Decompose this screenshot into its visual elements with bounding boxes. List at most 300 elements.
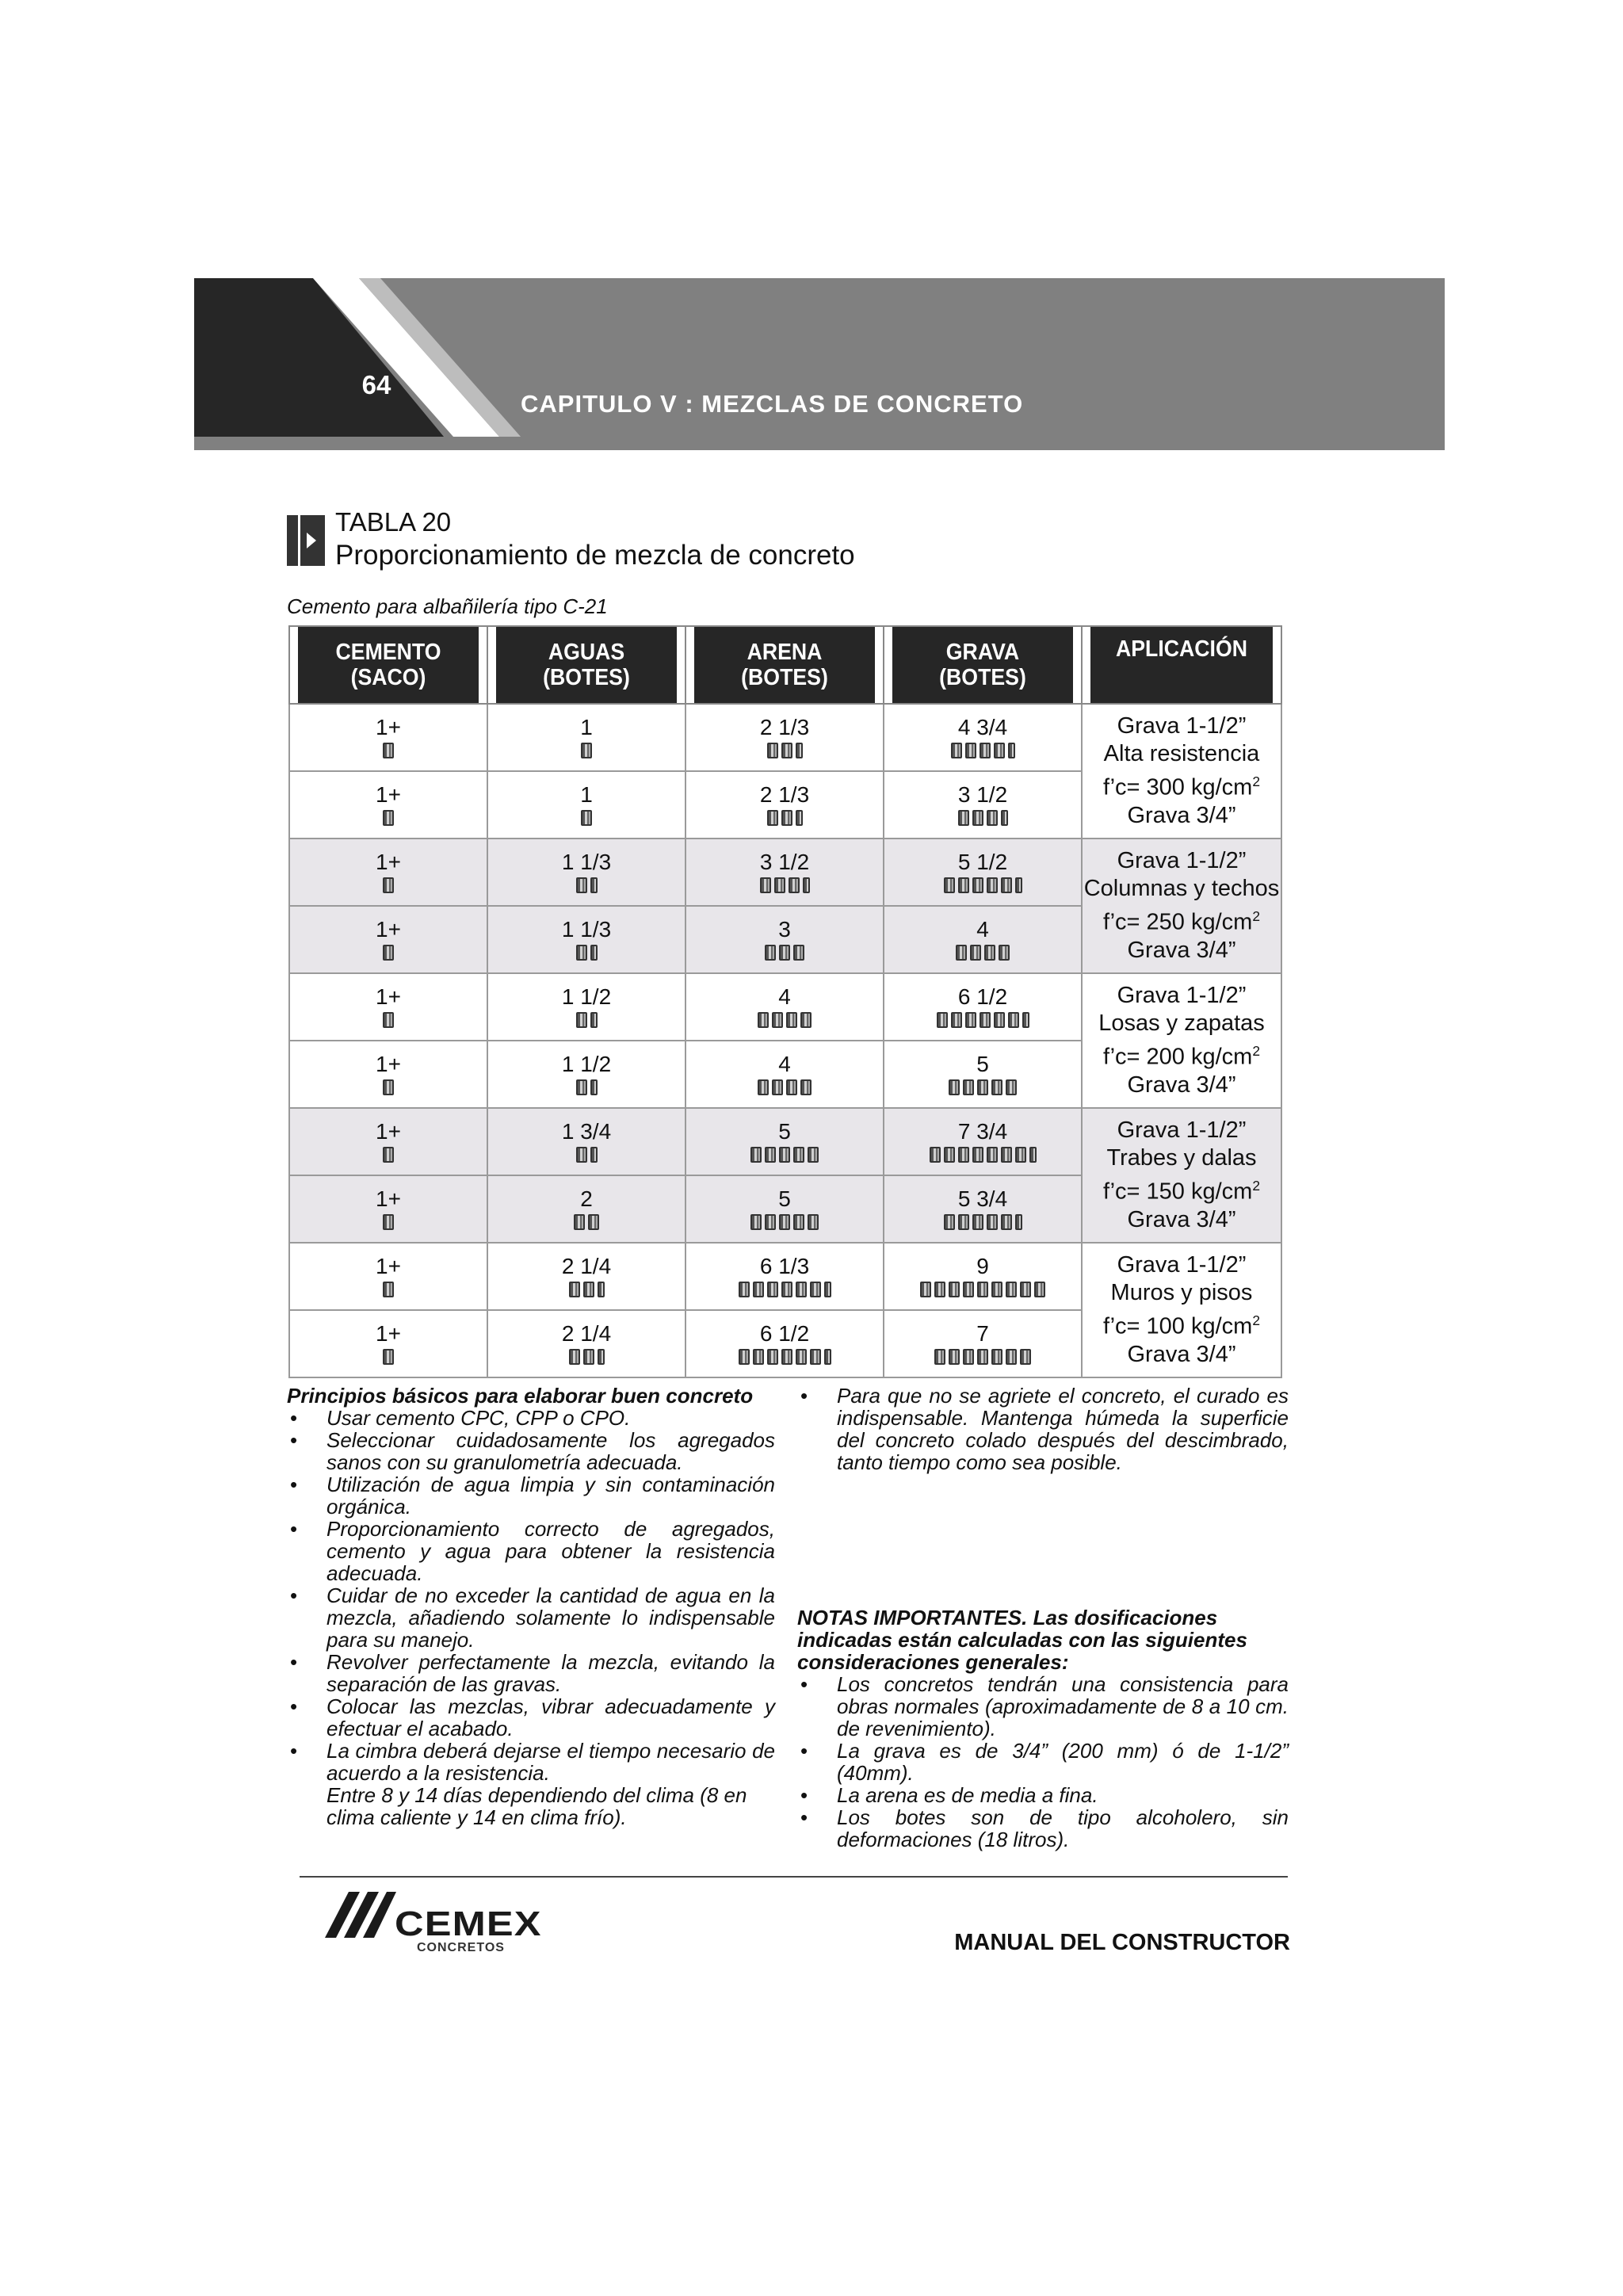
notes-list [797, 1673, 1289, 1851]
bucket-icons [884, 877, 1081, 895]
bucket-icon [750, 1147, 762, 1163]
bucket-icons [884, 1012, 1081, 1030]
cell-value: 2 1/4 [561, 1320, 612, 1346]
bucket-icon [779, 1147, 790, 1163]
bucket-icon [1006, 1079, 1017, 1095]
cell-grava [884, 1175, 1082, 1243]
cell-aplicacion [1082, 704, 1281, 839]
partial-bucket-icon [1015, 1214, 1022, 1230]
cell-arena [685, 973, 884, 1041]
partial-bucket-icon [796, 743, 803, 758]
bucket-icon [1006, 1282, 1017, 1297]
bucket-icon [958, 810, 969, 826]
bucket-icon [767, 1282, 778, 1297]
bucket-icon [765, 1214, 776, 1230]
cell-cemento [289, 906, 487, 973]
cell-value: 7 [976, 1320, 989, 1346]
table-row [289, 973, 1281, 1041]
cell-value: 1+ [376, 714, 401, 739]
bucket-icon [767, 743, 778, 758]
cell-value: 1+ [376, 984, 401, 1009]
bucket-icon [972, 810, 983, 826]
bucket-icon [1034, 1282, 1045, 1297]
cell-grava [884, 1310, 1082, 1377]
cell-value: 1 3/4 [561, 1118, 612, 1144]
cell-grava [884, 839, 1082, 906]
application-strength: f’c= 100 $kg/cm^2$ [1103, 1312, 1260, 1339]
cell-value: 3 1/2 [957, 781, 1008, 807]
cell-cemento [289, 1175, 487, 1243]
bucket-icons [686, 1147, 883, 1164]
bucket-icon [994, 743, 1005, 758]
bucket-icon [951, 1012, 962, 1028]
list-item: • La grava es de 3/4” (200 mm) ó de 1-1/2” (40mm). [797, 1740, 1289, 1784]
partial-bucket-icon [1029, 1147, 1037, 1163]
bucket-icon [951, 743, 962, 758]
bucket-icon [965, 743, 976, 758]
cell-value: 4 [778, 1051, 791, 1076]
bucket-icons [884, 1079, 1081, 1097]
cell-value: 2 1/4 [561, 1253, 612, 1278]
bucket-icon [569, 1282, 580, 1297]
bucket-icon [977, 1079, 988, 1095]
cell-aguas [487, 1243, 685, 1310]
chapter-title: CAPITULO V : MEZCLAS DE CONCRETO [521, 390, 1024, 418]
cell-value: 1+ [376, 781, 401, 807]
bucket-icon [987, 877, 998, 893]
application-strength: f’c= 200 $kg/cm^2$ [1103, 1043, 1260, 1070]
partial-bucket-icon [1015, 877, 1022, 893]
bucket-icon [758, 1012, 769, 1028]
bucket-icon [965, 1012, 976, 1028]
cell-arena [685, 704, 884, 771]
cell-cemento [289, 1041, 487, 1108]
bucket-icon [987, 1147, 998, 1163]
cell-value: 1 [580, 781, 593, 807]
bucket-icon [796, 1349, 807, 1365]
bucket-icon [760, 877, 771, 893]
bucket-icon [383, 1147, 394, 1163]
application-line: Alta resistencia [1103, 741, 1260, 767]
cell-cemento [289, 1310, 487, 1377]
application-line: Grava 1-1/2” [1117, 983, 1247, 1009]
partial-bucket-icon [1022, 1012, 1029, 1028]
application-line: Grava 3/4” [1127, 937, 1236, 963]
bucket-icons [488, 1349, 685, 1366]
application-line: Muros y pisos [1110, 1280, 1253, 1306]
table-marker-icon [287, 515, 325, 566]
application-line: Columnas y techos [1083, 876, 1280, 902]
bucket-icon [574, 1214, 585, 1230]
bucket-icon [958, 1214, 969, 1230]
cell-arena [685, 1108, 884, 1175]
bucket-icon [944, 877, 955, 893]
bucket-icons [686, 1012, 883, 1030]
list-item: • Para que no se agriete el concreto, el curado es indispensable. Mantenga húmeda la superficie del concreto colado después del descimbrado, tanto tiempo como sea posible. [797, 1385, 1289, 1473]
cell-value: 4 3/4 [957, 714, 1008, 739]
cell-value: 1+ [376, 849, 401, 874]
cell-aplicacion [1082, 839, 1281, 973]
column-header-aguas: AGUAS (BOTES) [495, 626, 678, 704]
bucket-icon [796, 1282, 807, 1297]
bucket-icons [488, 945, 685, 962]
bucket-icons [290, 877, 487, 895]
cell-grava [884, 906, 1082, 973]
bucket-icons [686, 810, 883, 827]
bucket-icons [488, 743, 685, 760]
cell-aguas [487, 1175, 685, 1243]
table-row [289, 704, 1281, 771]
application-line: Grava 3/4” [1127, 802, 1236, 828]
cell-aguas [487, 839, 685, 906]
bucket-icon [999, 945, 1010, 961]
bucket-icons [488, 1012, 685, 1030]
cell-aplicacion [1082, 1243, 1281, 1377]
column-header-cemento: CEMENTO (SACO) [297, 626, 479, 704]
bucket-icons [884, 743, 1081, 760]
partial-bucket-icon [1008, 743, 1015, 758]
bucket-icon [949, 1079, 960, 1095]
bucket-icon [569, 1349, 580, 1365]
bucket-icon [958, 1147, 969, 1163]
bucket-icon [1015, 1147, 1026, 1163]
cell-value: 1+ [376, 916, 401, 942]
partial-bucket-icon [796, 810, 803, 826]
application-line: Grava 1-1/2” [1117, 1252, 1247, 1278]
bucket-icons [488, 1079, 685, 1097]
application-strength: f’c= 300 $kg/cm^2$ [1103, 774, 1260, 800]
cell-arena [685, 839, 884, 906]
bucket-icons [488, 1282, 685, 1299]
bucket-icon [963, 1079, 974, 1095]
bucket-icon [934, 1349, 945, 1365]
table-header-row [289, 626, 1281, 704]
cell-value: 1 1/2 [561, 1051, 612, 1076]
curing-section [797, 1385, 1289, 1473]
principles-section [287, 1385, 775, 1828]
bucket-icon [576, 1147, 587, 1163]
bucket-icons [884, 810, 1081, 827]
bucket-icon [750, 1214, 762, 1230]
column-header-grava: GRAVA (BOTES) [892, 626, 1074, 704]
partial-bucket-icon [1001, 810, 1008, 826]
cell-aguas [487, 906, 685, 973]
bucket-icons [488, 1214, 685, 1232]
list-item: • Utilización de agua limpia y sin contaminación orgánica. [287, 1473, 775, 1518]
column-header-aplicacion: APLICACIÓN [1090, 626, 1274, 704]
cell-value: 5 3/4 [957, 1186, 1008, 1211]
bucket-icon [1001, 1147, 1012, 1163]
bucket-icon [991, 1282, 1002, 1297]
bucket-icon [972, 1214, 983, 1230]
bucket-icon [956, 945, 967, 961]
bucket-icon [1020, 1349, 1031, 1365]
bucket-icon [991, 1079, 1002, 1095]
cell-value: 5 1/2 [957, 849, 1008, 874]
cell-aguas [487, 973, 685, 1041]
table-row [289, 839, 1281, 906]
bucket-icon [789, 877, 800, 893]
bucket-icon [781, 1282, 792, 1297]
bucket-icon [576, 877, 587, 893]
bucket-icon [963, 1282, 974, 1297]
partial-bucket-icon [824, 1349, 831, 1365]
bucket-icon [980, 743, 991, 758]
bucket-icon [583, 1282, 594, 1297]
bucket-icon [753, 1282, 764, 1297]
bucket-icons [488, 1147, 685, 1164]
bucket-icon [383, 1214, 394, 1230]
cell-arena [685, 1041, 884, 1108]
bucket-icon [977, 1282, 988, 1297]
bucket-icon [581, 743, 592, 758]
bucket-icon [383, 1349, 394, 1365]
bucket-icon [739, 1282, 750, 1297]
mix-proportion-table [288, 625, 1281, 1372]
list-item: • Los botes son de tipo alcoholero, sin deformaciones (18 litros). [797, 1806, 1289, 1851]
bucket-icon [793, 945, 804, 961]
bucket-icon [772, 1079, 783, 1095]
bucket-icons [290, 1349, 487, 1366]
bucket-icon [920, 1282, 931, 1297]
bucket-icon [810, 1349, 821, 1365]
notes-section [797, 1606, 1289, 1851]
bucket-icon [739, 1349, 750, 1365]
bucket-icons [290, 1079, 487, 1097]
bucket-icon [987, 1214, 998, 1230]
cell-value: 6 1/2 [759, 1320, 810, 1346]
application-line: Losas y zapatas [1098, 1010, 1265, 1037]
cell-value: 3 1/2 [759, 849, 810, 874]
cell-value: 6 1/2 [957, 984, 1008, 1009]
cell-value: 9 [976, 1253, 989, 1278]
bucket-icons [290, 743, 487, 760]
cemex-slash-icon [325, 1892, 396, 1939]
cell-grava [884, 704, 1082, 771]
cell-value: 7 3/4 [957, 1118, 1008, 1144]
bucket-icons [290, 1214, 487, 1232]
bucket-icons [884, 1282, 1081, 1299]
application-line: Grava 3/4” [1127, 1072, 1236, 1098]
cell-cemento [289, 973, 487, 1041]
column-header-arena: ARENA (BOTES) [693, 626, 876, 704]
cell-aguas [487, 704, 685, 771]
bucket-icon [758, 1079, 769, 1095]
bucket-icons [290, 1147, 487, 1164]
bucket-icon [944, 1147, 955, 1163]
bucket-icon [972, 1147, 983, 1163]
cell-aplicacion [1082, 1108, 1281, 1243]
bucket-icon [383, 743, 394, 758]
cell-aguas [487, 1310, 685, 1377]
application-line: Trabes y dalas [1106, 1145, 1257, 1171]
cell-value: 1 1/2 [561, 984, 612, 1009]
cell-value: 5 [976, 1051, 989, 1076]
bucket-icon [1001, 1214, 1012, 1230]
bucket-icon [781, 743, 792, 758]
partial-bucket-icon [803, 877, 810, 893]
bucket-icons [290, 1012, 487, 1030]
bucket-icon [944, 1214, 955, 1230]
bucket-icons [290, 945, 487, 962]
bucket-icon [970, 945, 981, 961]
bucket-icons [686, 1282, 883, 1299]
bucket-icon [383, 877, 394, 893]
partial-bucket-icon [590, 945, 598, 961]
cell-arena [685, 1243, 884, 1310]
bucket-icons [290, 810, 487, 827]
bucket-icons [290, 1282, 487, 1299]
table-subtitle: Cemento para albañilería tipo C-21 [287, 594, 608, 618]
bucket-icon [383, 945, 394, 961]
table-title: Proporcionamiento de mezcla de concreto [335, 540, 855, 571]
bucket-icon [583, 1349, 594, 1365]
bucket-icon [767, 810, 778, 826]
cell-cemento [289, 771, 487, 839]
table-label: TABLA 20 [335, 507, 452, 537]
partial-bucket-icon [598, 1282, 605, 1297]
cell-value: 1+ [376, 1253, 401, 1278]
cell-value: 1+ [376, 1320, 401, 1346]
bucket-icon [781, 1349, 792, 1365]
cell-value: 6 1/3 [759, 1253, 810, 1278]
cell-value: 2 1/3 [759, 714, 810, 739]
principles-continuation: Entre 8 y 14 días dependiendo del clima (8 en clima caliente y 14 en clima frío). [327, 1783, 747, 1829]
bucket-icon [800, 1012, 812, 1028]
bucket-icon [1006, 1349, 1017, 1365]
bucket-icons [488, 877, 685, 895]
header-band-graphic [194, 278, 1445, 450]
bucket-icon [1008, 1012, 1019, 1028]
bucket-icon [930, 1147, 941, 1163]
bucket-icon [1020, 1282, 1031, 1297]
cell-aguas [487, 771, 685, 839]
cell-arena [685, 906, 884, 973]
bucket-icon [977, 1349, 988, 1365]
application-line: Grava 3/4” [1127, 1206, 1236, 1232]
bucket-icons [884, 1349, 1081, 1366]
cell-cemento [289, 704, 487, 771]
bucket-icon [994, 1012, 1005, 1028]
cell-grava [884, 973, 1082, 1041]
cell-cemento [289, 1243, 487, 1310]
application-strength: f’c= 150 $kg/cm^2$ [1103, 1178, 1260, 1205]
bucket-icon [810, 1282, 821, 1297]
bucket-icon [934, 1282, 945, 1297]
bucket-icon [753, 1349, 764, 1365]
bucket-icon [588, 1214, 599, 1230]
cemex-logo [325, 1892, 542, 1957]
bucket-icons [884, 1214, 1081, 1232]
cell-value: 1+ [376, 1118, 401, 1144]
cell-arena [685, 771, 884, 839]
cell-grava [884, 1243, 1082, 1310]
cell-value: 2 [580, 1186, 593, 1211]
application-line: Grava 1-1/2” [1117, 848, 1247, 874]
bucket-icon [980, 1012, 991, 1028]
cell-aguas [487, 1108, 685, 1175]
cell-grava [884, 1108, 1082, 1175]
bucket-icon [958, 877, 969, 893]
bucket-icon [576, 945, 587, 961]
cell-grava [884, 771, 1082, 839]
bucket-icon [800, 1079, 812, 1095]
list-item: • Seleccionar cuidadosamente los agregados sanos con su granulometría adecuada. [287, 1429, 775, 1473]
application-line: Grava 1-1/2” [1117, 1117, 1247, 1144]
principles-list [287, 1407, 775, 1784]
partial-bucket-icon [590, 1012, 598, 1028]
notes-heading: NOTAS IMPORTANTES. Las dosificaciones indicadas están calculadas con las siguientes consideraciones generales: [797, 1606, 1247, 1674]
bucket-icon [984, 945, 995, 961]
cell-grava [884, 1041, 1082, 1108]
cell-value: 1+ [376, 1186, 401, 1211]
bucket-icon [963, 1349, 974, 1365]
bucket-icon [576, 1079, 587, 1095]
bucket-icon [576, 1012, 587, 1028]
application-line: Grava 3/4” [1127, 1341, 1236, 1367]
bucket-icon [581, 810, 592, 826]
list-item: • Colocar las mezclas, vibrar adecuadamente y efectuar el acabado. [287, 1695, 775, 1740]
bucket-icon [781, 810, 792, 826]
bucket-icon [793, 1214, 804, 1230]
cell-arena [685, 1310, 884, 1377]
partial-bucket-icon [598, 1349, 605, 1365]
bucket-icons [488, 810, 685, 827]
logo-wordmark: CEMEX [395, 1904, 542, 1943]
cell-value: 1 [580, 714, 593, 739]
bucket-icon [808, 1214, 819, 1230]
list-item: • Los concretos tendrán una consistencia para obras normales (aproximadamente de 8 a 10 cm. de revenimiento). [797, 1673, 1289, 1740]
list-item: • La arena es de media a fina. [797, 1784, 1289, 1806]
bucket-icon [383, 810, 394, 826]
list-item: • Proporcionamiento correcto de agregados, cemento y agua para obtener la resistencia adecuada. [287, 1518, 775, 1584]
bucket-icon [987, 810, 998, 826]
cell-value: 3 [778, 916, 791, 942]
bucket-icons [686, 877, 883, 895]
cell-arena [685, 1175, 884, 1243]
bucket-icon [772, 1012, 783, 1028]
bucket-icon [793, 1147, 804, 1163]
bucket-icon [779, 945, 790, 961]
bucket-icon [991, 1349, 1002, 1365]
bucket-icon [1001, 877, 1012, 893]
partial-bucket-icon [590, 1147, 598, 1163]
bucket-icon [949, 1282, 960, 1297]
list-item: • Usar cemento CPC, CPP o CPO. [287, 1407, 775, 1429]
cell-value: 4 [778, 984, 791, 1009]
table-row [289, 1243, 1281, 1310]
bucket-icon [972, 877, 983, 893]
cell-aplicacion [1082, 973, 1281, 1108]
cell-value: 5 [778, 1186, 791, 1211]
table-row [289, 1108, 1281, 1175]
bucket-icon [937, 1012, 948, 1028]
partial-bucket-icon [590, 1079, 598, 1095]
principles-heading: Principios básicos para elaborar buen concreto [287, 1384, 754, 1408]
cell-value: 5 [778, 1118, 791, 1144]
cell-value: 1 1/3 [561, 849, 612, 874]
bucket-icon [779, 1214, 790, 1230]
bucket-icons [686, 1079, 883, 1097]
bucket-icon [949, 1349, 960, 1365]
cell-cemento [289, 1108, 487, 1175]
bucket-icon [786, 1079, 797, 1095]
list-item: • Revolver perfectamente la mezcla, evitando la separación de las gravas. [287, 1651, 775, 1695]
cell-cemento [289, 839, 487, 906]
application-strength: f’c= 250 $kg/cm^2$ [1103, 908, 1260, 935]
cell-value: 1 1/3 [561, 916, 612, 942]
application-line: Grava 1-1/2” [1117, 713, 1247, 739]
